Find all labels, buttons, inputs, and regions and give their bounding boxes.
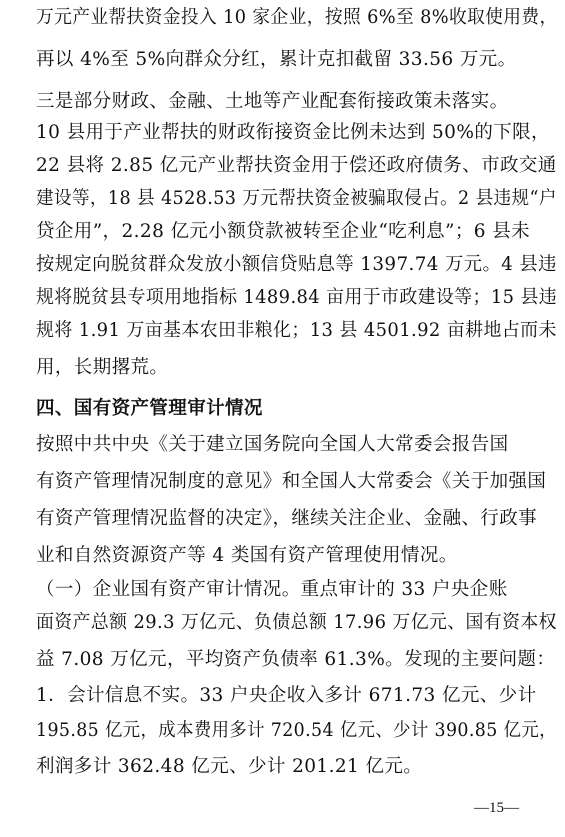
text-line: 1．会计信息不实。33 户央企收入多计 671.73 亿元、少计 [36,685,537,706]
text-line: 10 县用于产业帮扶的财政衔接资金比例未达到 50%的下限， [36,122,550,143]
text-line: 益 7.08 万亿元，平均资产负债率 61.3%。发现的主要问题： [36,649,556,670]
text-line: 有资产管理情况制度的意见》和全国人大常委会《关于加强国 [36,471,547,492]
text-line: 贷企用”，2.28 亿元小额贷款被转至企业“吃利息”；6 县未 [36,221,530,242]
text-line: 有资产管理情况监督的决定》，继续关注企业、金融、行政事 [36,508,538,529]
text-line: 利润多计 362.48 亿元、少计 201.21 亿元。 [36,756,423,777]
text-line: 再以 4%至 5%向群众分红，累计克扣截留 33.56 万元。 [36,49,517,70]
section-heading: 四、国有资产管理审计情况 [36,398,263,419]
text-line: 195.85 亿元，成本费用多计 720.54 亿元、少计 390.85 亿元， [36,720,557,741]
text-line: 三是部分财政、金融、土地等产业配套衔接政策未落实。 [36,91,509,112]
text-line: 22 县将 2.85 亿元产业帮扶资金用于偿还政府债务、市政交通 [36,155,557,176]
page-number: —15— [474,800,519,816]
text-line: 按照中共中央《关于建立国务院向全国人大常委会报告国 [36,434,509,455]
text-line: 用，长期撂荒。 [36,357,169,378]
text-line: （一）企业国有资产审计情况。重点审计的 33 户央企账 [36,579,508,600]
text-line: 建设等，18 县 4528.53 万元帮扶资金被骗取侵占。2 县违规“户 [36,188,557,209]
text-line: 按规定向脱贫群众发放小额信贷贴息等 1397.74 万元。4 县违 [36,254,557,275]
text-line: 业和自然资源资产等 4 类国有资产管理使用情况。 [36,545,458,566]
text-line: 面资产总额 29.3 万亿元、负债总额 17.96 万亿元、国有资本权 [36,612,557,633]
text-line: 规将 1.91 万亩基本农田非粮化；13 县 4501.92 亩耕地占而未 [36,320,557,341]
text-line: 规将脱贫县专项用地指标 1489.84 亩用于市政建设等；15 县违 [36,287,558,308]
text-line: 万元产业帮扶资金投入 10 家企业，按照 6%至 8%收取使用费， [36,7,558,28]
